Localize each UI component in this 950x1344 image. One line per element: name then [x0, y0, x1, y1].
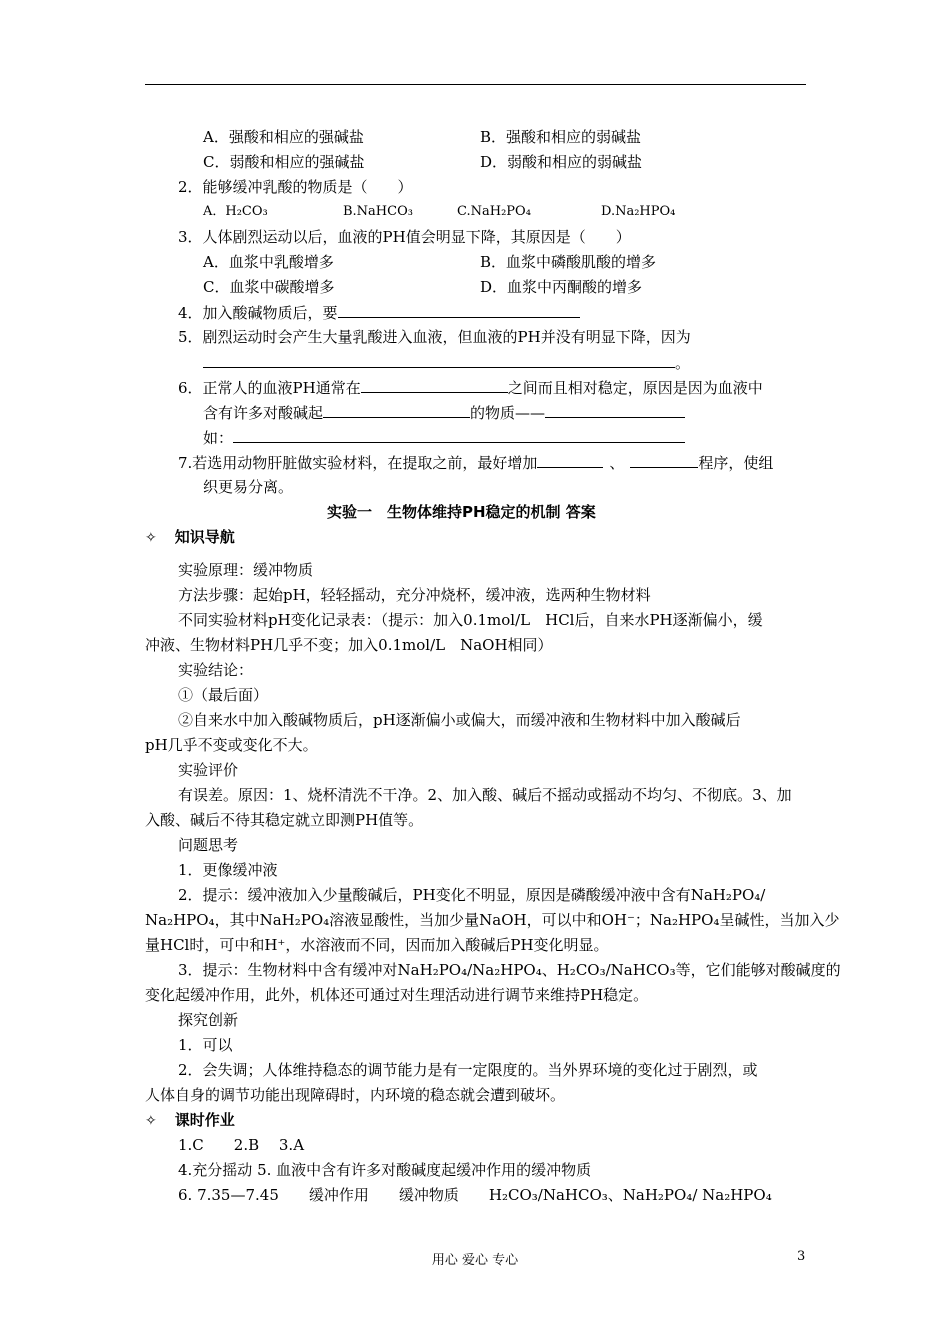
q6-line1	[178, 377, 763, 398]
q6-part3: 含有许多对酸碱起	[203, 404, 324, 422]
q7-blank-2[interactable]	[630, 452, 698, 468]
evaluation-line1: 有误差。原因：1、烧杯清洗不干净。2、加入酸、碱后不摇动或摇动不均匀、不彻底。3、加	[178, 786, 792, 804]
section1-heading: 知识导航	[174, 528, 235, 546]
q4-line	[178, 302, 580, 323]
explore-2-line1: 2．会失调；人体维持稳态的调节能力是有一定限度的。当外界环境的变化过于剧烈，或	[178, 1061, 758, 1079]
footer-slogan: 用心 爱心 专心	[431, 1253, 519, 1268]
q6-substance-blank[interactable]	[545, 402, 685, 418]
q2-option-d: D.Na₂HPO₄	[601, 204, 676, 219]
q7-line1	[178, 452, 773, 473]
section2-heading-row	[145, 1110, 235, 1131]
thinking-3-line1: 3．提示：生物材料中含有缓冲对NaH₂PO₄/Na₂HPO₄、H₂CO₃/NaHCO₃等，它们能够对酸碱度的	[178, 961, 841, 979]
q1-option-b: B．强酸和相应的弱碱盐	[480, 128, 642, 146]
evaluation-line2: 入酸、碱后不待其稳定就立即测PH值等。	[145, 811, 424, 829]
conclusion-2-line1: ②自来水中加入酸碱物质后，pH逐渐偏小或偏大，而缓冲液和生物材料中加入酸碱后	[178, 711, 741, 729]
q7-blank-1[interactable]	[537, 452, 603, 468]
homework-answers-2: 4.充分摇动 5. 血液中含有许多对酸碱度起缓冲作用的缓冲物质	[178, 1161, 592, 1179]
conclusion-2-line2: pH几乎不变或变化不大。	[145, 736, 318, 754]
q6-example-blank[interactable]	[233, 427, 685, 443]
q5-answer-blank[interactable]	[203, 352, 675, 368]
q5-line2	[203, 352, 690, 373]
q6-line2	[203, 402, 685, 423]
thinking-3-line2: 变化起缓冲作用，此外，机体还可通过对生理活动进行调节来维持PH稳定。	[145, 986, 649, 1004]
q3-option-d: D．血浆中丙酮酸的增多	[480, 278, 643, 296]
q2-stem: 2．能够缓冲乳酸的物质是（ ）	[178, 178, 413, 196]
diamond-icon: ✧	[145, 530, 157, 546]
q3-option-a: A．血浆中乳酸增多	[203, 253, 334, 271]
section2-heading: 课时作业	[174, 1111, 235, 1129]
method-steps: 方法步骤：起始pH，轻轻摇动，充分冲烧杯，缓冲液，选两种生物材料	[178, 586, 651, 604]
thinking-2-line3: 量HCl时，可中和H⁺，水溶液而不同，因而加入酸碱后PH变化明显。	[145, 936, 609, 954]
record-line-2: 冲液、生物材料PH几乎不变；加入0.1mol/L NaOH相同）	[145, 636, 553, 654]
thinking-2-line2: Na₂HPO₄，其中NaH₂PO₄溶液显酸性，当加少量NaOH，可以中和OH⁻；Na₂HPO₄呈碱性，当加入少	[145, 911, 840, 929]
q6-role-blank[interactable]	[323, 402, 470, 418]
q3-option-c: C．血浆中碳酸增多	[203, 278, 335, 296]
principle: 实验原理：缓冲物质	[178, 561, 314, 579]
q3-stem: 3．人体剧烈运动以后，血液的PH值会明显下降，其原因是（ ）	[178, 228, 631, 246]
q6-part5: 如：	[203, 429, 234, 447]
record-line-1: 不同实验材料pH变化记录表：（提示：加入0.1mol/L HCl后，自来水PH逐渐偏小，缓	[178, 611, 763, 629]
evaluation-label: 实验评价	[178, 761, 239, 779]
thinking-label: 问题思考	[178, 836, 239, 854]
q6-part2: 之间而且相对稳定，原因是因为血液中	[507, 379, 763, 397]
q2-option-b: B.NaHCO₃	[343, 204, 413, 219]
q6-part4: 的物质——	[470, 404, 546, 422]
q2-option-a: A．H₂CO₃	[203, 204, 268, 219]
q3-option-b: B．血浆中磷酸肌酸的增多	[480, 253, 657, 271]
header-rule	[145, 84, 806, 85]
q6-part1: 6．正常人的血液PH通常在	[178, 379, 361, 397]
q1-option-a: A．强酸和相应的强碱盐	[203, 128, 364, 146]
q4-stem: 4．加入酸碱物质后，要	[178, 304, 338, 322]
homework-answers-1: 1.C 2.B 3.A	[178, 1136, 305, 1154]
q6-ph-blank[interactable]	[361, 377, 508, 393]
conclusion-1: ①（最后面）	[178, 686, 269, 704]
thinking-2-line1: 2．提示：缓冲液加入少量酸碱后，PH变化不明显，原因是磷酸缓冲液中含有NaH₂PO₄/	[178, 886, 766, 904]
thinking-1: 1．更像缓冲液	[178, 861, 278, 879]
homework-answers-3: 6. 7.35—7.45 缓冲作用 缓冲物质 H₂CO₃/NaHCO₃、NaH₂PO₄/ Na₂HPO₄	[178, 1186, 772, 1204]
diamond-icon: ✧	[145, 1113, 157, 1129]
explore-2-line2: 人体自身的调节功能出现障碍时，内环境的稳态就会遭到破坏。	[145, 1086, 566, 1104]
explore-1: 1．可以	[178, 1036, 233, 1054]
q5-end: 。	[675, 354, 691, 372]
conclusion-label: 实验结论：	[178, 661, 254, 679]
q7-part4: 织更易分离。	[203, 478, 294, 496]
q5-stem: 5．剧烈运动时会产生大量乳酸进入血液，但血液的PH并没有明显下降，因为	[178, 328, 691, 346]
section1-heading-row	[145, 527, 235, 548]
answer-title: 实验一 生物体维持PH稳定的机制 答案	[327, 503, 596, 521]
q7-part2: 、	[609, 454, 625, 472]
q2-option-c: C.NaH₂PO₄	[457, 204, 531, 219]
q1-option-d: D．弱酸和相应的弱碱盐	[480, 153, 643, 171]
q1-option-c: C．弱酸和相应的强碱盐	[203, 153, 365, 171]
explore-label: 探究创新	[178, 1011, 239, 1029]
page-number: 3	[797, 1249, 806, 1264]
q4-answer-blank[interactable]	[338, 302, 580, 318]
q7-part1: 7.若选用动物肝脏做实验材料，在提取之前，最好增加	[178, 454, 538, 472]
q6-line3	[203, 427, 685, 448]
q7-part3: 程序，使组	[698, 454, 774, 472]
